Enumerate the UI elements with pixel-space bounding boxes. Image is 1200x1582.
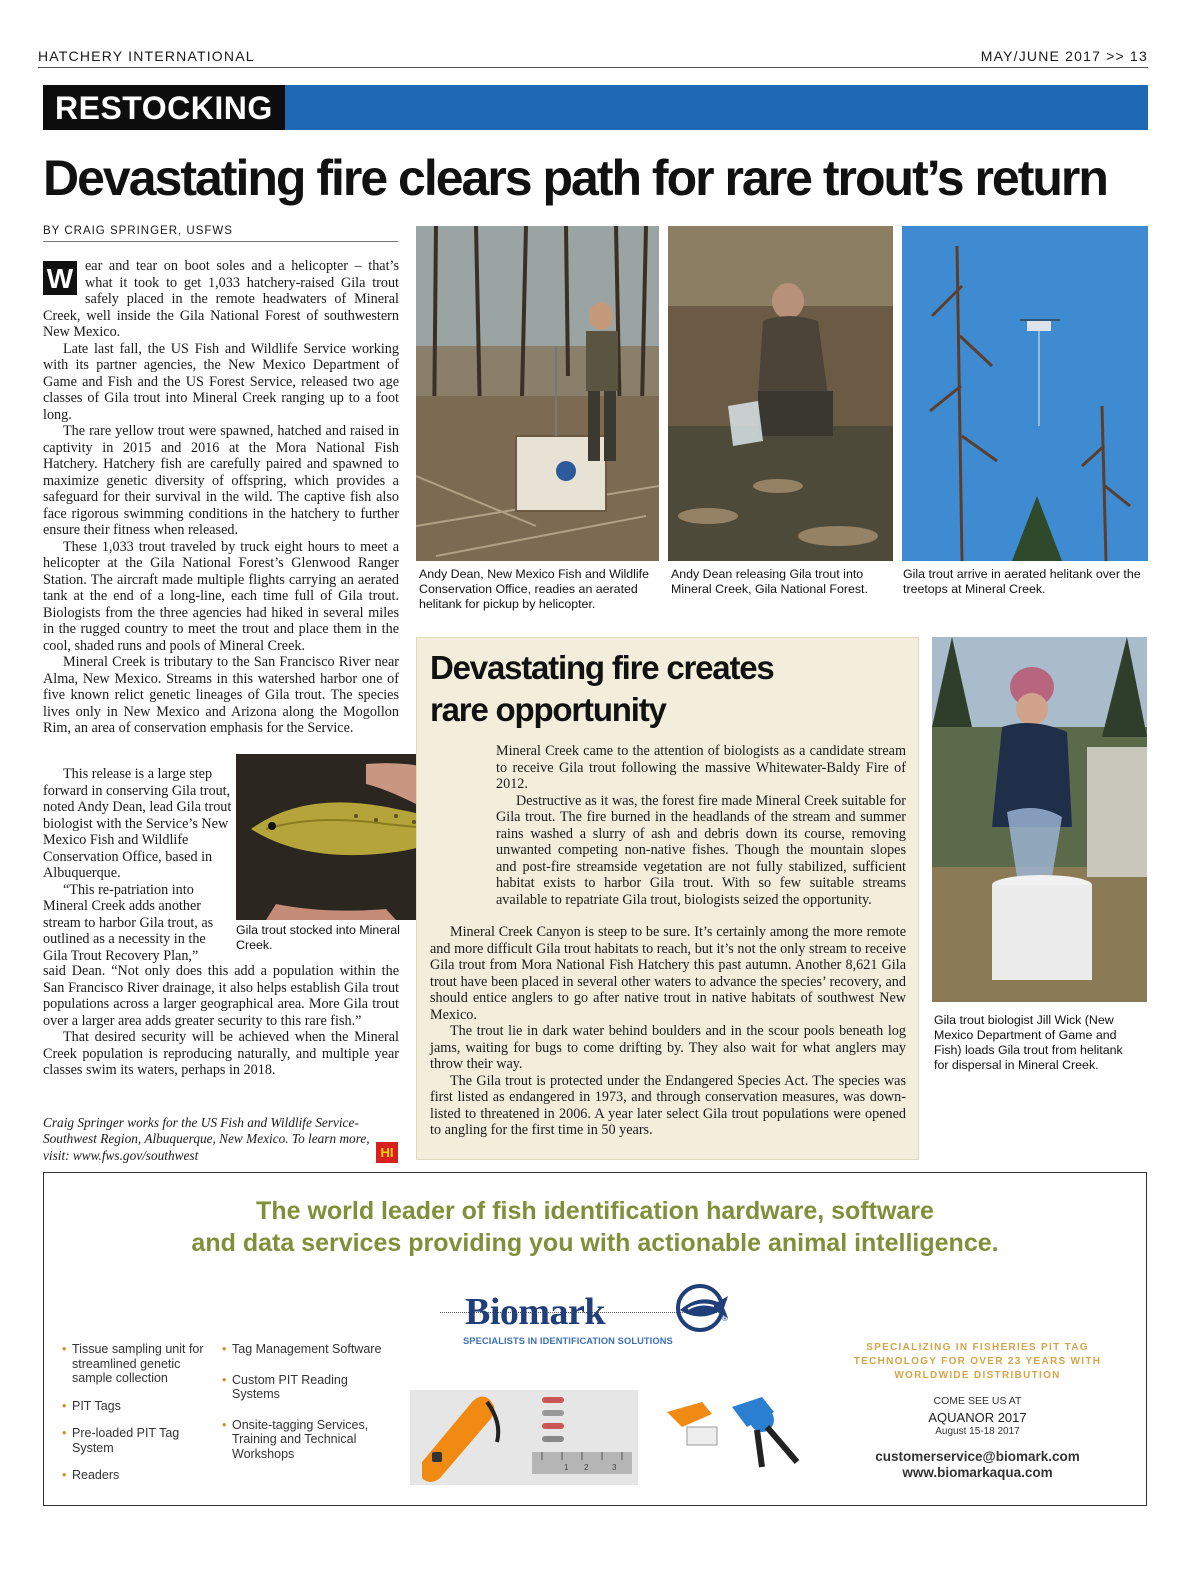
registered-mark: ®	[722, 1314, 728, 1323]
ad-specializing-text: SPECIALIZING IN FISHERIES PIT TAG TECHNOLOGY FOR OVER 23 YEARS WITH WORLDWIDE DISTRIBUTION	[853, 1342, 1102, 1381]
ad-list-item: • PIT Tags	[62, 1399, 222, 1414]
ruler-label: 2	[584, 1463, 589, 1472]
brand-name: Biomark	[465, 1291, 606, 1333]
ad-services-list-right	[222, 1342, 387, 1461]
article-paragraph: said Dean. “Not only does this add a population within the San Francisco River drainage, it also helps establish Gila trout populations across a larger geographical area. More Gila trout over a larger area adds greater security to this rare fish.”	[43, 963, 399, 1029]
byline-rule	[43, 241, 398, 242]
photo-helicopter-treetops	[902, 226, 1148, 561]
sidebar-title-line: Devastating fire creates	[430, 649, 774, 686]
drop-cap: W	[43, 261, 77, 295]
sidebar-paragraph: Destructive as it was, the forest fire made Mineral Creek suitable for Gila trout. The fire burned in the headlands of the stream and summer rains washed a slurry of ash and debris down its course, removing unwanted competing non-native fishes. Though the mountain slopes and post-fire streamside vegetation are not fully stabilized, sufficient habitat exists to harbor Gila trout. With so few suitable streams available to repatriate Gila trout, biologists seized the opportunity.	[496, 792, 906, 908]
ad-list-item: • Tag Management Software	[222, 1342, 387, 1357]
article-paragraph: Late last fall, the US Fish and Wildlife Service working with its partner agencies, the New Mexico Department of Game and Fish and the US Forest Service, released two age classes of Gila trout into Mineral Creek ranging up to a foot long.	[43, 340, 399, 423]
ad-come-see-us: COME SEE US AT	[933, 1395, 1022, 1407]
article-paragraph: W ear and tear on boot soles and a helicopter – that’s what it took to get 1,033 hatchery-raised Gila trout safely placed in the remote headwaters of Mineral Creek, well inside the Gila National Forest of southwestern New Mexico.	[43, 258, 399, 340]
end-mark-logo: HI	[376, 1142, 398, 1163]
article-paragraph: The rare yellow trout were spawned, hatched and raised in captivity in 2015 and 2016 at the Mora National Fish Hatchery. Hatchery fish are carefully paired and spawned to maximize genetic diversity of offspring, which provides a safeguard for their survival in the wild. The captive fish also face rigorous swimming conditions in the hatchery to further ensure their fitness when released.	[43, 423, 399, 538]
tagging-tool-icon	[732, 1397, 797, 1467]
sidebar-paragraph: The Gila trout is protected under the Endangered Species Act. The species was first listed as endangered in 1973, and through conservation measures, was down-listed to threatened in 2006. A year later select Gila trout populations were opened to angling for the first time in 50 years.	[430, 1072, 906, 1138]
article-paragraph: Mineral Creek is tributary to the San Francisco River near Alma, New Mexico. Streams in this watershed harbor one of five known relict genetic lineages of Gila trout. The species lives only in New Mexico and Arizona along the Mogollon Rim, an area of conservation emphasis for the Service.	[43, 654, 399, 736]
sidebar-text-top	[496, 743, 906, 908]
issue-page-number: MAY/JUNE 2017 >> 13	[980, 48, 1148, 64]
ad-headline-line: The world leader of fish identification hardware, software	[256, 1197, 934, 1225]
section-label: RESTOCKING	[43, 85, 285, 130]
article-paragraph: This release is a large step forward in conserving Gila trout, noted Andy Dean, lead Gila trout biologist with the Service’s New Mexico Fish and Wildlife Conservation Office, based in Albuquerque.	[43, 766, 232, 881]
author-credit: Craig Springer works for the US Fish and Wildlife Service-Southwest Region, Albuquerque, New Mexico. To learn more, visit: www.fws.gov/southwest	[43, 1115, 370, 1163]
article-paragraph: “This re-patriation into Mineral Creek adds another stream to harbor Gila trout, as outlined as a necessity in the Gila Trout Recovery Plan,”	[43, 881, 214, 964]
photo-caption: Andy Dean, New Mexico Fish and Wildlife Conservation Office, readies an aerated helitank for pickup by helicopter.	[419, 567, 650, 611]
article-column-bottom	[43, 963, 399, 1079]
ruler-label: 3	[612, 1463, 617, 1472]
photo-caption: Andy Dean releasing Gila trout into Mineral Creek, Gila National Forest.	[671, 567, 868, 596]
article-column-top	[43, 258, 399, 737]
sidebar-paragraph: Mineral Creek came to the attention of biologists as a candidate stream to receive Gila trout following the massive Whitewater-Baldy Fire of 2012.	[496, 743, 906, 792]
photo-caption: Gila trout biologist Jill Wick (New Mexico Department of Game and Fish) loads Gila trout from helitank for dispersal in Mineral Creek.	[934, 1013, 1123, 1072]
sidebar-title-line: rare opportunity	[430, 691, 666, 728]
ad-list-item: • Pre-loaded PIT Tag System	[62, 1426, 222, 1455]
ruler-icon	[532, 1452, 632, 1474]
ad-list-item: • Onsite-tagging Services, Training and Technical Workshops	[222, 1418, 387, 1462]
ad-event-name: AQUANOR 2017	[928, 1410, 1027, 1425]
sidebar-text-bottom	[430, 924, 906, 1139]
article-headline: Devastating fire clears path for rare trout’s return	[43, 150, 1107, 206]
header-rule	[38, 67, 1148, 68]
ad-list-item: • Custom PIT Reading Systems	[222, 1373, 387, 1402]
article-paragraph: These 1,033 trout traveled by truck eight hours to meet a helicopter at the Gila National Forest’s Glenwood Ranger Station. The aircraft made multiple flights carrying an aerated tank at the end of a long-line, each time full of Gila trout. Biologists from the three agencies had hiked in several miles in the rugged country to meet the trout and place them in the cool, shaded runs and pools of Mineral Creek.	[43, 538, 399, 654]
biomark-fish-logo-icon	[672, 1278, 732, 1343]
photo-biologist-loading-trout	[932, 637, 1147, 1002]
photo-releasing-trout	[668, 226, 893, 561]
product-images	[402, 1382, 822, 1487]
ad-services-list-left	[62, 1342, 222, 1483]
sidebar-title	[430, 647, 774, 731]
article-paragraph: That desired security will be achieved when the Mineral Creek population is reproducing naturally, and multiple year classes swim its waters, perhaps in 2018.	[43, 1029, 399, 1078]
byline: BY CRAIG SPRINGER, USFWS	[43, 225, 233, 237]
reader-device-icon	[422, 1396, 498, 1482]
publication-name: HATCHERY INTERNATIONAL	[38, 48, 255, 64]
ad-website-link[interactable]: www.biomarkaqua.com	[902, 1465, 1053, 1480]
ruler-label: 1	[564, 1463, 569, 1472]
ad-list-item: • Readers	[62, 1468, 222, 1483]
photo-caption: Gila trout arrive in aerated helitank over the treetops at Mineral Creek.	[903, 567, 1141, 596]
ad-email-link[interactable]: customerservice@biomark.com	[875, 1449, 1080, 1464]
ad-event-dates: August 15-18 2017	[935, 1426, 1020, 1437]
injector-icon	[667, 1402, 717, 1445]
ad-list-item: • Tissue sampling unit for streamlined genetic sample collection	[62, 1342, 222, 1386]
article-column-narrow	[43, 766, 233, 964]
biomark-tagline: SPECIALISTS IN IDENTIFICATION SOLUTIONS	[463, 1336, 673, 1346]
sidebar-paragraph: The trout lie in dark water behind boulders and in the scour pools beneath log jams, waiting for bugs to come drifting by. They also wait for what anglers may throw their way.	[430, 1023, 906, 1072]
ad-headline-line: and data services providing you with actionable animal intelligence.	[191, 1229, 999, 1257]
photo-helitank-readying	[416, 226, 659, 561]
photo-caption: Gila trout stocked into Mineral Creek.	[236, 923, 400, 952]
biomark-logo-text	[465, 1290, 605, 1334]
sidebar-paragraph: Mineral Creek Canyon is steep to be sure. It’s certainly among the more remote and more difficult Gila trout habitats to reach, but it’s not the only stream to receive Gila trout from Mora National Fish Hatchery this past autumn. Another 8,621 Gila trout have been placed in several other waters to advance the species’ recovery, and should entice anglers to go after native trout in native habitats of southwest New Mexico.	[430, 924, 906, 1023]
pit-tags-icon	[542, 1397, 564, 1442]
